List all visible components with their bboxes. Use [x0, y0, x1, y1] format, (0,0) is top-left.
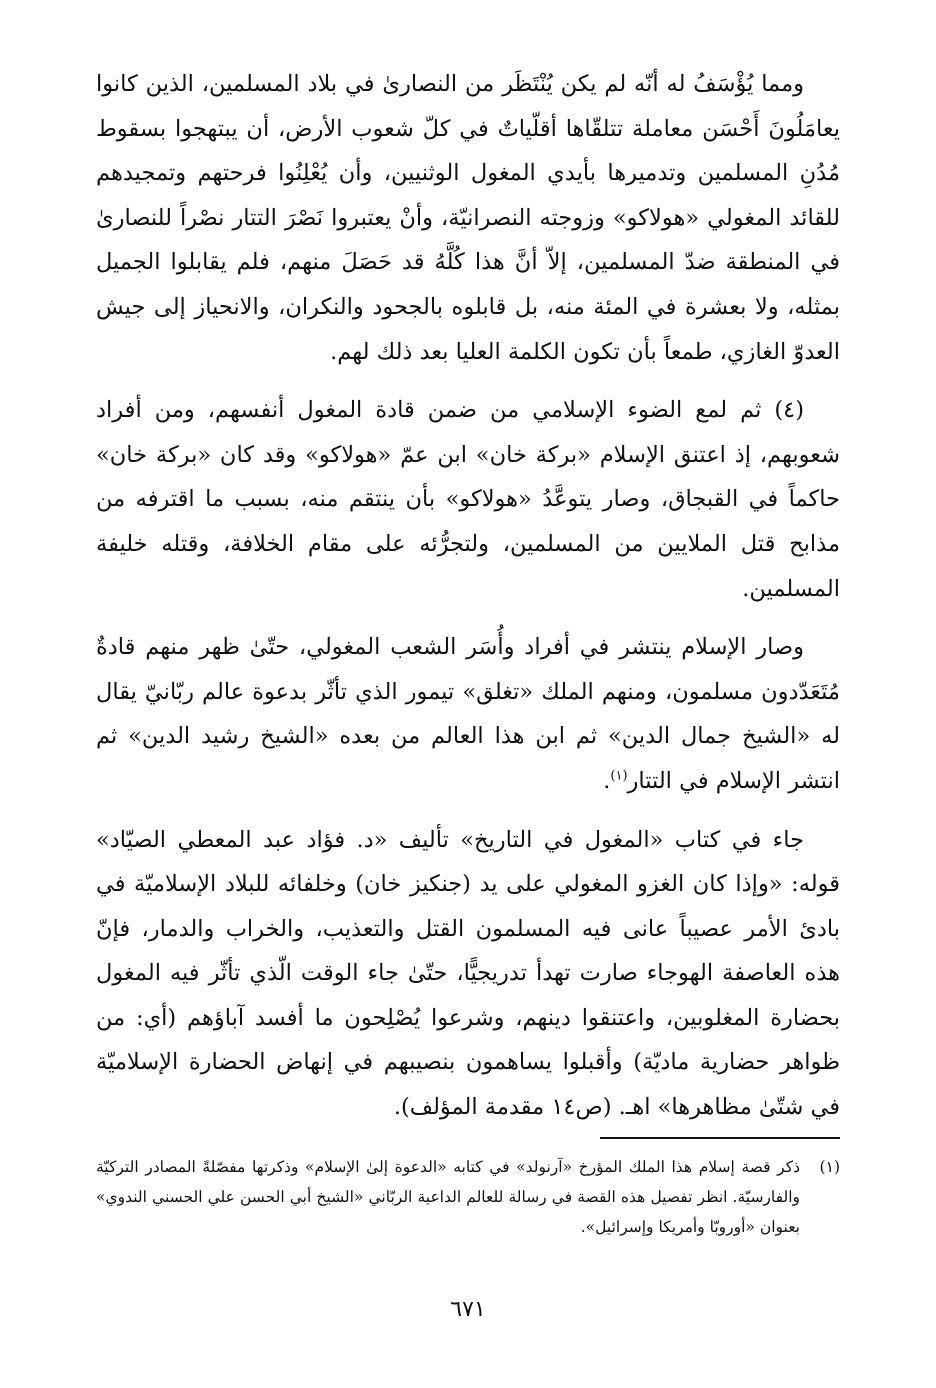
paragraph-2: (٤) ثم لمع الضوء الإسلامي من ضمن قادة المغول أنفسهم، ومن أفراد شعوبهم، إذ اعتنق الإسلام «بركة خان» ابن عمّ «هولاكو» وقد كان «بركة خان» حاكماً في القبجاق، وصار يتوعَّدُ «هولاكو» بأن ينتقم منه، بسبب ما اقترفه من مذابح قتل الملايين من المسلمين، ولتجرُّئه على مقام الخلافة، وقتله خليفة المسلمين. [96, 397, 840, 602]
footnote-number: (١) [819, 1158, 840, 1176]
footnote-separator [600, 1137, 840, 1139]
footnote-1 [96, 1152, 840, 1242]
paragraph-3-end: . [603, 767, 611, 794]
paragraph-4: جاء في كتاب «المغول في التاريخ» تأليف «د. فؤاد عبد المعطي الصيّاد» قوله: «وإذا كان الغزو المغولي على يد (جنكيز خان) وخلفائه للبلاد الإسلاميّة في بادئ الأمر عصيباً عانى فيه المسلمون القتل والتعذيب، والخراب والدمار، فإنّ هذه العاصفة الهوجاء صارت تهدأ تدريجيًّا، حتّىٰ جاء الوقت الّذي تأثّر فيه المغول بحضارة المغلوبين، واعتنقوا دينهم، وشرعوا يُصْلِحون ما أفسد آباؤهم (أي: من ظواهر حضارية ماديّة) وأقبلوا يساهمون بنصيبهم في إنهاض الحضارة الإسلاميّة في شتّىٰ مظاهرها» اهـ. (ص١٤ مقدمة المؤلف). [96, 826, 840, 1121]
paragraph-3-text: وصار الإسلام ينتشر في أفراد وأُسَر الشعب المغولي، حتّىٰ ظهر منهم قادةٌ مُتَعَدّدون مسلمون، ومنهم الملك «تغلق» تيمور الذي تأثّر بدعوة عالم ربّانيّ يقال له «الشيخ جمال الدين» ثم ابن هذا العالم من بعده «الشيخ رشيد الدين» ثم انتشر الإسلام في التتار [96, 634, 840, 794]
paragraph-1: ومما يُؤْسَفُ له أنّه لم يكن يُنْتَظَر من النصارىٰ في بلاد المسلمين، الذين كانوا يعامَلُونَ أَحْسَن معاملة تتلقّاها أقلّياتٌ في كلّ شعوب الأرض، أن يبتهجوا بسقوط مُدُنِ المسلمين وتدميرها بأيدي المغول الوثنيين، وأن يُعْلِنُوا فرحتهم وتمجيدهم للقائد المغولي «هولاكو» وزوجته النصرانيّة، وأنْ يعتبروا نَصْرَ التتار نصْراً للنصارىٰ في المنطقة ضدّ المسلمين، إلاّ أنَّ هذا كُلَّهُ قد حَصَلَ منهم، فلم يقابلوا الجميل بمثله، ولا بعشرة في المئة منه، بل قابلوه بالجحود والنكران، والانحياز إلى جيش العدوّ الغازي، طمعاً بأن تكون الكلمة العليا بعد ذلك لهم. [96, 71, 840, 365]
footnotes [96, 1152, 840, 1242]
paragraph-3 [96, 625, 840, 803]
main-text [96, 62, 840, 1144]
footnote-text: ذكر قصة إسلام هذا الملك المؤرخ «آرنولد» في كتابه «الدعوة إلىٰ الإسلام» وذكرتها مفصّلةً المصادر التركيّة والفارسيّة. انظر تفصيل هذه القصة في رسالة للعالم الداعية الربّاني «الشيخ أبي الحسن علي الحسني الندوي» بعنوان «أوروبّا وأمريكا وإسرائيل». [96, 1158, 800, 1236]
footnote-reference[interactable]: (١) [610, 768, 628, 784]
page-number: ٦٧١ [450, 1297, 486, 1322]
